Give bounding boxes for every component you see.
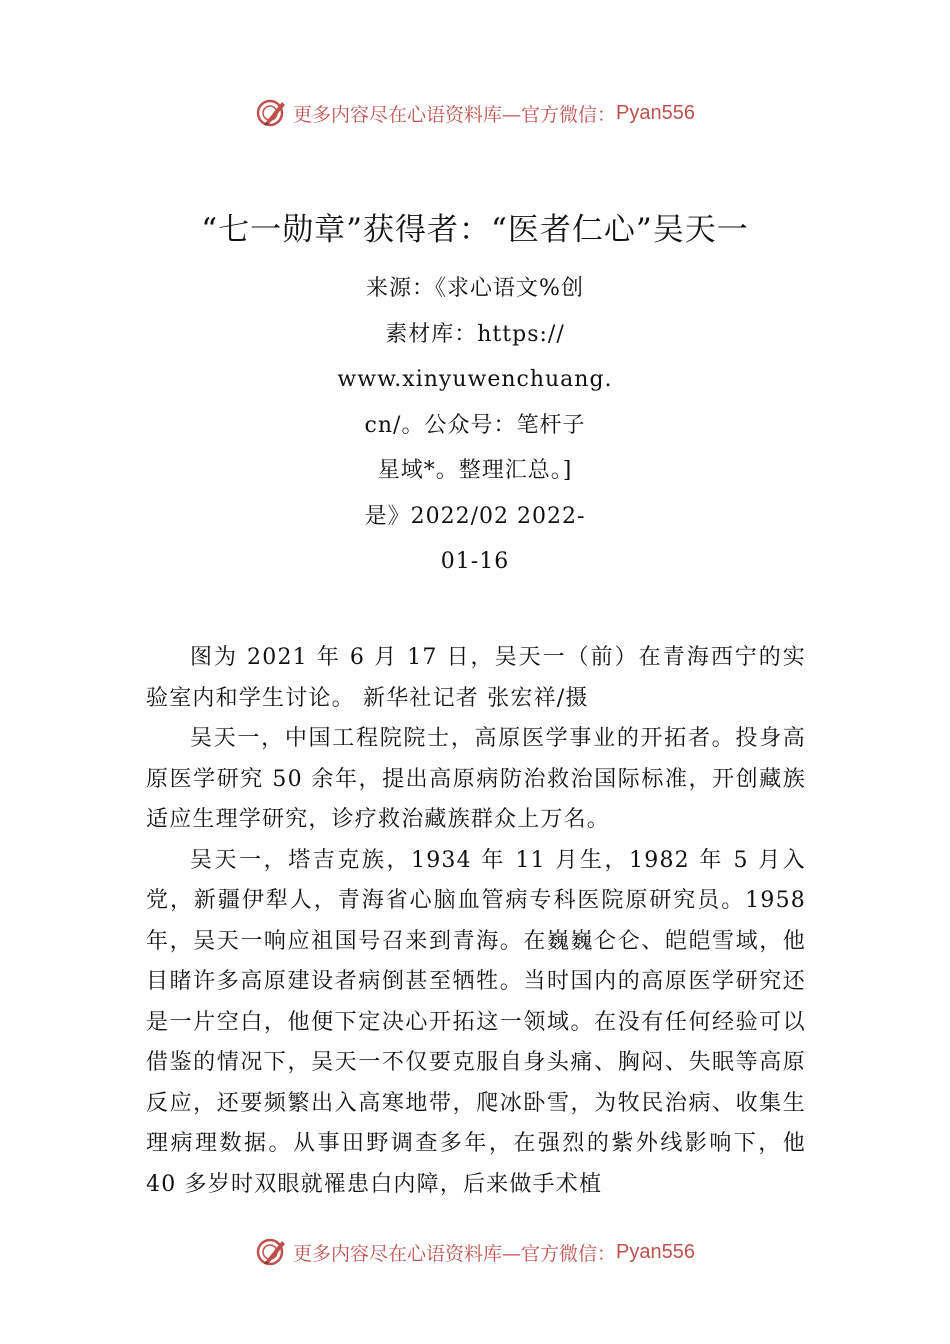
meta-line: 01-16	[440, 549, 510, 574]
banner-text: 更多内容尽在心语资料库—官方微信：	[293, 1242, 617, 1265]
meta-line: cn/。公众号：笔杆子	[364, 412, 586, 438]
banner-handle: Pyan556	[616, 101, 695, 124]
meta-line: 星域*。整理汇总。]	[377, 458, 573, 483]
pen-logo-icon	[255, 96, 289, 130]
meta-line: 素材库：https://	[385, 321, 565, 347]
meta-line: 来源：《求心语文%创	[366, 276, 584, 301]
page-title: “七一勋章”获得者：“医者仁心”吴天一	[201, 212, 749, 248]
banner-text: 更多内容尽在心语资料库—官方微信：	[293, 103, 617, 126]
footer-watermark-banner	[0, 1232, 950, 1272]
meta-line: www.xinyuwenchuang.	[337, 367, 613, 392]
body-paragraph: 吴天一，中国工程院院士，高原医学事业的开拓者。投身高原医学研究 50 余年，提出高原病防治救治国际标准，开创藏族适应生理学研究，诊疗救治藏族群众上万名。	[146, 726, 806, 832]
source-meta	[0, 266, 950, 585]
photo-caption-paragraph: 图为 2021 年 6 月 17 日，吴天一（前）在青海西宁的实验室内和学生讨论。 新华社记者 张宏祥/摄	[146, 645, 806, 711]
pen-logo-icon	[255, 1235, 289, 1269]
banner-handle: Pyan556	[616, 1240, 695, 1263]
header-watermark-banner	[0, 93, 950, 133]
article-body	[146, 638, 806, 1205]
meta-line: 是》2022/02 2022-	[364, 503, 586, 529]
body-paragraph: 吴天一，塔吉克族，1934 年 11 月生，1982 年 5 月入党，新疆伊犁人，青海省心脑血管病专科医院原研究员。1958 年，吴天一响应祖国号召来到青海。在巍巍仑仑、皑皑雪域，他目睹许多高原建设者病倒甚至牺牲。当时国内的高原医学研究还是一片空白，他便下定决心开拓这一领域。在没有任何经验可以借鉴的情况下，吴天一不仅要克服自身头痛、胸闷、失眠等高原反应，还要频繁出入高寒地带，爬冰卧雪，为牧民治病、收集生理病理数据。从事田野调查多年，在强烈的紫外线影响下，他 40 多岁时双眼就罹患白内障，后来做手术植	[146, 847, 806, 1197]
